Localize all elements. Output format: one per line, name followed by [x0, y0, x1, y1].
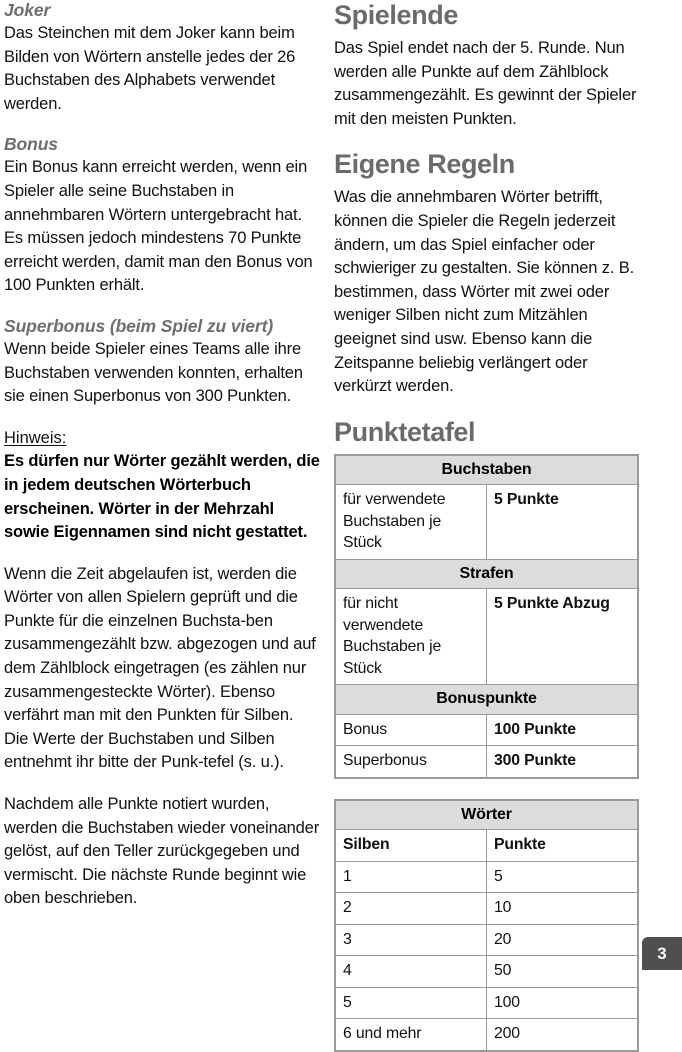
cell-silben: 3	[335, 924, 487, 956]
table-row	[335, 746, 638, 778]
spacer	[334, 779, 646, 799]
table-row	[335, 924, 638, 956]
paragraph-next-round: Nachdem alle Punkte notiert wurden, werden die Buchstaben wieder voneinander gelöst, auf den Teller zurückgegeben und vermischt. Die nächste Runde beginnt wie oben beschrieben.	[4, 795, 320, 908]
heading-spielende: Spielende	[334, 0, 458, 30]
table-row	[335, 589, 638, 685]
paragraph-spielende: Das Spiel endet nach der 5. Runde. Nun werden alle Punkte auf dem Zählblock zusammengezählt. Es gewinnt der Spieler mit den meisten Punkten.	[334, 39, 637, 128]
table-row	[335, 830, 638, 862]
cell-silben: 6 und mehr	[335, 1019, 487, 1051]
paragraph-superbonus: Wenn beide Spieler eines Teams alle ihre Buchstaben verwenden konnten, erhalten sie einen Superbonus von 300 Punkten.	[4, 339, 303, 406]
table-row	[335, 714, 638, 746]
table-row	[335, 956, 638, 988]
cell-silben: 2	[335, 893, 487, 925]
cell-punkte: 50	[487, 956, 639, 988]
table-row	[335, 987, 638, 1019]
page-number: 3	[657, 943, 667, 963]
paragraph-bonus: Ein Bonus kann erreicht werden, wenn ein Spieler alle seine Buchstaben in annehmbaren Wörtern untergebracht hat. Es müssen jedoch mindestens 70 Punkte erreicht werden, damit man den Bonus von 100 Punkten erhält.	[4, 158, 313, 295]
cell-silben: 1	[335, 861, 487, 893]
heading-eigene-regeln: Eigene Regeln	[334, 149, 515, 180]
cell-value: 5 Punkte	[487, 485, 639, 560]
table-row	[335, 893, 638, 925]
cell-silben: 5	[335, 987, 487, 1019]
column-header-silben: Silben	[335, 830, 487, 862]
column-header-punkte: Punkte	[487, 830, 639, 862]
spacer	[4, 409, 320, 427]
hinweis-label: Hinweis:	[4, 428, 67, 447]
cell-punkte: 5	[487, 861, 639, 893]
score-table	[334, 454, 639, 779]
cell-value: 300 Punkte	[487, 746, 639, 778]
cell-silben: 4	[335, 956, 487, 988]
spacer	[4, 545, 320, 563]
hinweis-text: Es dürfen nur Wörter gezählt werden, die in jedem deutschen Wörterbuch erscheinen. Wörter in der Mehrzahl sowie Eigennamen sind nicht gestattet.	[4, 452, 320, 542]
cell-value: 100 Punkte	[487, 714, 639, 746]
cell-label: Superbonus	[335, 746, 487, 778]
cell-label: für verwendete Buchstaben je Stück	[335, 485, 487, 560]
cell-punkte: 10	[487, 893, 639, 925]
heading-punktetafel: Punktetafel	[334, 416, 476, 447]
cell-label: Bonus	[335, 714, 487, 746]
spacer	[4, 116, 320, 134]
section-header-strafen: Strafen	[335, 559, 638, 589]
table-row	[335, 455, 638, 485]
section-header-bonuspunkte: Bonuspunkte	[335, 685, 638, 715]
cell-label: für nicht verwendete Buchstaben je Stück	[335, 589, 487, 685]
hinweis-block	[4, 427, 320, 545]
table-row	[335, 1019, 638, 1051]
section-header-woerter: Wörter	[335, 800, 638, 830]
paragraph-eigene-regeln: Was die annehmbaren Wörter betrifft, können die Spieler die Regeln jederzeit ändern, um das Spiel einfacher oder schwieriger zu gestalten. Sie können z. B. bestimmen, dass Wörter mit zwei oder weniger Silben nicht zum Mitzählen geeignet sind usw. Ebenso kann die Zeitspanne beliebig verlängert oder verkürzt werden.	[334, 188, 635, 396]
heading-joker: Joker	[4, 0, 51, 20]
cell-punkte: 200	[487, 1019, 639, 1051]
heading-superbonus: Superbonus (beim Spiel zu viert)	[4, 315, 274, 336]
heading-bonus: Bonus	[4, 134, 58, 155]
spacer	[4, 298, 320, 316]
paragraph-joker: Das Steinchen mit dem Joker kann beim Bilden von Wörtern anstelle jedes der 26 Buchstaben des Alphabets verwendet werden.	[4, 24, 296, 113]
cell-punkte: 100	[487, 987, 639, 1019]
table-row	[335, 485, 638, 560]
paragraph-scoring: Wenn die Zeit abgelaufen ist, werden die Wörter von allen Spielern geprüft und die Punkte für die einzelnen Buchsta-ben zusammengezählt bzw. abgezogen und auf dem Zählblock eingetragen (es zählen nur zusammengesteckte Wörter). Ebenso verfährt man mit den Punkten für Silben. Die Werte der Buchstaben und Silben entnehmt ihr bitte der Punk-tefel (s. u.).	[4, 564, 316, 772]
cell-value: 5 Punkte Abzug	[487, 589, 639, 685]
left-column	[4, 0, 320, 911]
spacer	[334, 131, 646, 149]
spacer	[334, 399, 646, 417]
section-header-buchstaben: Buchstaben	[335, 455, 638, 485]
table-row	[335, 861, 638, 893]
table-row	[335, 559, 638, 589]
page-number-badge	[642, 937, 682, 970]
words-table	[334, 799, 639, 1052]
right-column	[334, 0, 646, 1052]
cell-punkte: 20	[487, 924, 639, 956]
table-row	[335, 685, 638, 715]
table-row	[335, 800, 638, 830]
